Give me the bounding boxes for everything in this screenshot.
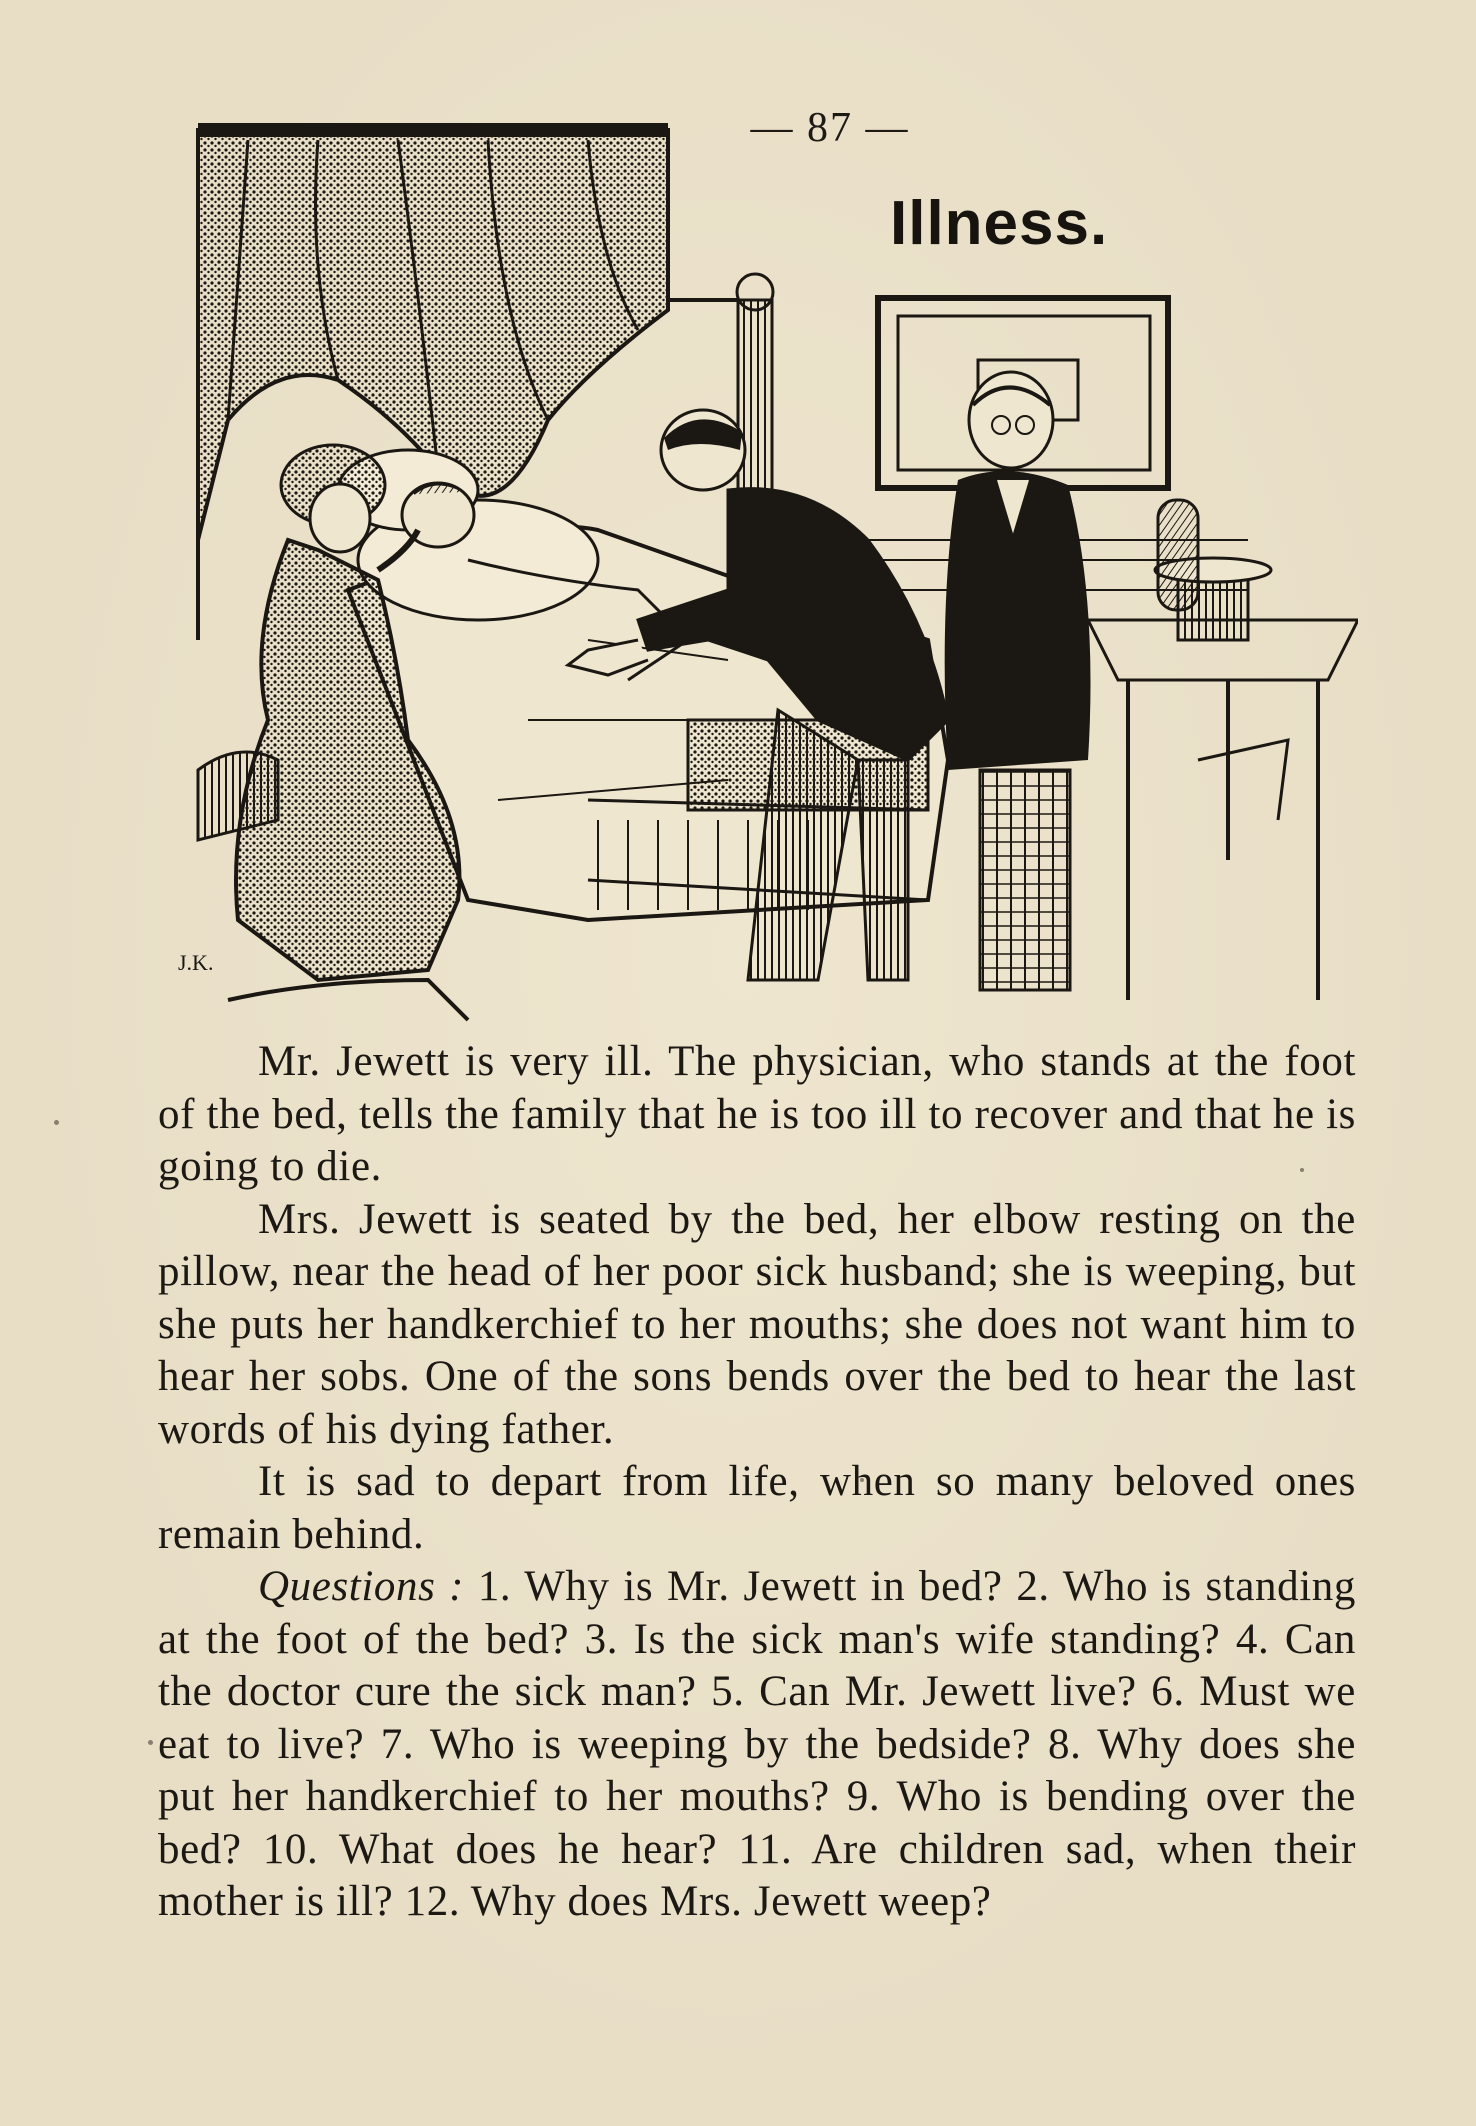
questions-text: 1. Why is Mr. Jewett in bed? 2. Who is standing at the foot of the bed? 3. Is the sick man's wife standing? 4. Can the doctor cure the sick man? 5. Can Mr. Jewett live? 6. Must we eat to live? 7. Who is weeping by the bedside? 8. Why does she put her handkerchief to her mouths? 9. Who is bending over the bed? 10. What does he hear? 11. Are children sad, when their mother is ill? 12. Why does Mrs. Jewett weep?: [158, 1563, 1356, 1925]
paper-speck: [54, 1120, 59, 1125]
bedside-table: [1088, 500, 1358, 1000]
physician: [945, 372, 1091, 990]
paragraph: Mrs. Jewett is seated by the bed, her elbow resting on the pillow, near the head of her poor sick husband; she is weeping, but she puts her handkerchief to her mouths; she does not want him to hear her sobs. One of the sons bends over the bed to hear the last words of his dying father.: [158, 1195, 1356, 1453]
paragraph: It is sad to depart from life, when so many beloved ones remain behind.: [158, 1458, 1356, 1558]
page-number: — 87 —: [750, 105, 910, 151]
questions-paragraph: [158, 1561, 1356, 1929]
questions-label: Questions :: [258, 1563, 465, 1610]
lesson-text: [158, 1036, 1356, 1929]
paragraph: Mr. Jewett is very ill. The physician, who stands at the foot of the bed, tells the family that he is too ill to recover and that he is going to die.: [158, 1038, 1356, 1190]
page-title: Illness.: [890, 189, 1109, 258]
paper-speck: [148, 1740, 153, 1745]
artist-signature: J.K.: [178, 950, 214, 975]
sickbed-illustration: [168, 120, 1358, 1040]
